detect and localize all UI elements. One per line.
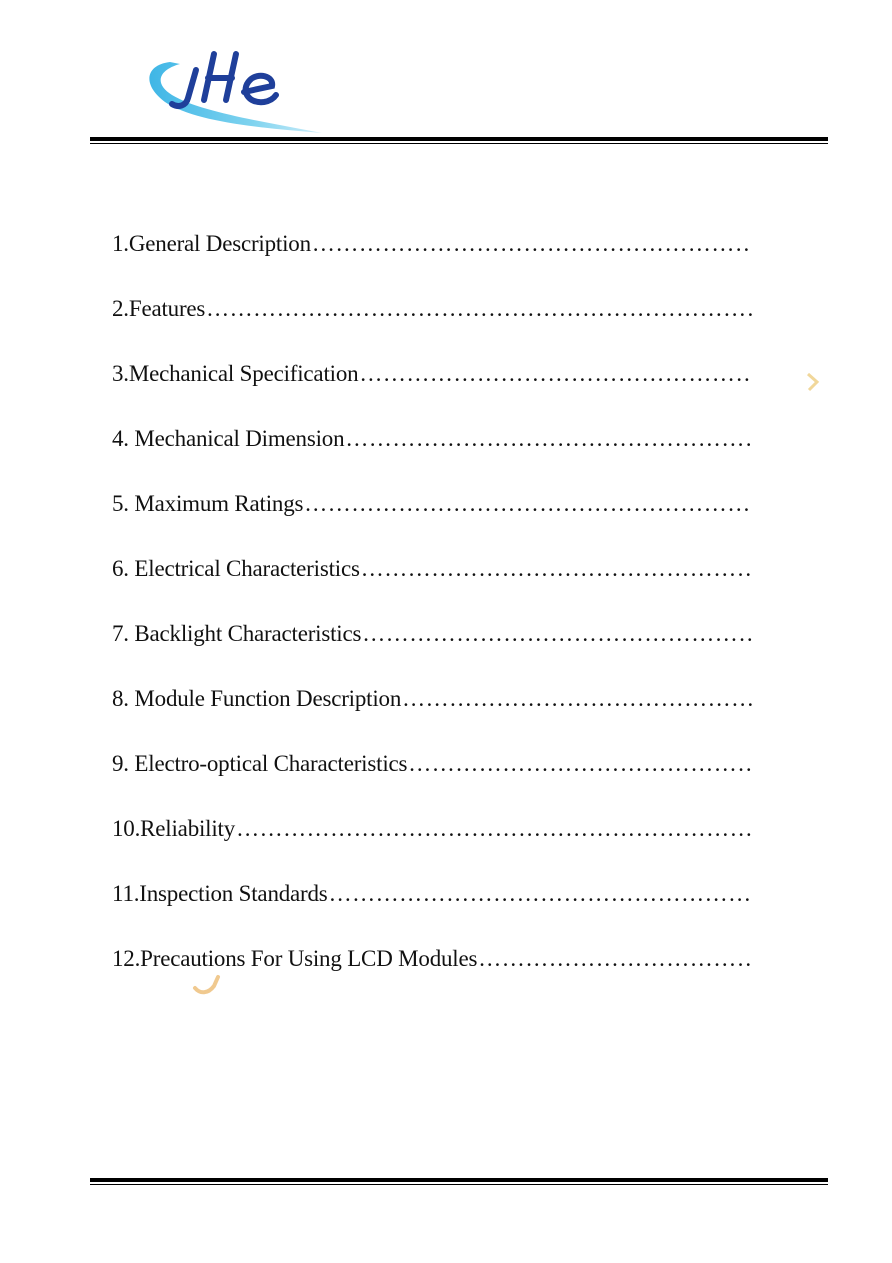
toc-entry-mechanical-dimension[interactable] xyxy=(112,419,752,484)
toc-entry-label: 6. Electrical Characteristics xyxy=(112,556,360,581)
toc-entry-label: 1.General Description xyxy=(112,231,311,256)
table-of-contents xyxy=(112,224,752,1004)
toc-entry-label: 10.Reliability xyxy=(112,816,236,841)
toc-dot-leader xyxy=(329,874,752,914)
toc-entry-label: 9. Electro-optical Characteristics xyxy=(112,751,408,776)
toc-entry-label: 3.Mechanical Specification xyxy=(112,361,359,386)
toc-dot-leader xyxy=(402,679,752,719)
toc-dot-leader xyxy=(361,549,752,589)
header-rule xyxy=(90,137,828,144)
toc-entry-reliability[interactable] xyxy=(112,809,752,874)
toc-entry-electro-optical-characteristics[interactable] xyxy=(112,744,752,809)
toc-entry-label: 5. Maximum Ratings xyxy=(112,491,304,516)
toc-entry-general-description[interactable] xyxy=(112,224,752,289)
toc-dot-leader xyxy=(236,809,752,849)
toc-entry-label: 2.Features xyxy=(112,296,206,321)
toc-entry-label: 12.Precautions For Using LCD Modules xyxy=(112,946,478,971)
logo-swoosh xyxy=(149,62,322,133)
toc-entry-label: 7. Backlight Characteristics xyxy=(112,621,362,646)
toc-entry-maximum-ratings[interactable] xyxy=(112,484,752,549)
toc-entry-module-function-description[interactable] xyxy=(112,679,752,744)
logo-letter-e xyxy=(244,76,276,102)
toc-dot-leader xyxy=(206,289,752,329)
toc-entry-features[interactable] xyxy=(112,289,752,354)
logo-letter-h xyxy=(204,54,236,100)
toc-entry-label: 8. Module Function Description xyxy=(112,686,402,711)
toc-dot-leader xyxy=(408,744,752,784)
company-logo xyxy=(140,40,330,140)
scan-artifact-mark xyxy=(806,372,820,392)
toc-entry-backlight-characteristics[interactable] xyxy=(112,614,752,679)
toc-entry-label: 11.Inspection Standards xyxy=(112,881,328,906)
toc-entry-mechanical-specification[interactable] xyxy=(112,354,752,419)
toc-dot-leader xyxy=(362,614,752,654)
toc-entry-label: 4. Mechanical Dimension xyxy=(112,426,345,451)
footer-rule xyxy=(90,1178,828,1185)
toc-dot-leader xyxy=(304,484,752,524)
toc-entry-electrical-characteristics[interactable] xyxy=(112,549,752,614)
toc-entry-inspection-standards[interactable] xyxy=(112,874,752,939)
toc-dot-leader xyxy=(478,939,752,979)
scan-artifact-mark xyxy=(192,974,222,996)
toc-dot-leader xyxy=(345,419,752,459)
toc-dot-leader xyxy=(359,354,752,394)
toc-dot-leader xyxy=(312,224,752,264)
